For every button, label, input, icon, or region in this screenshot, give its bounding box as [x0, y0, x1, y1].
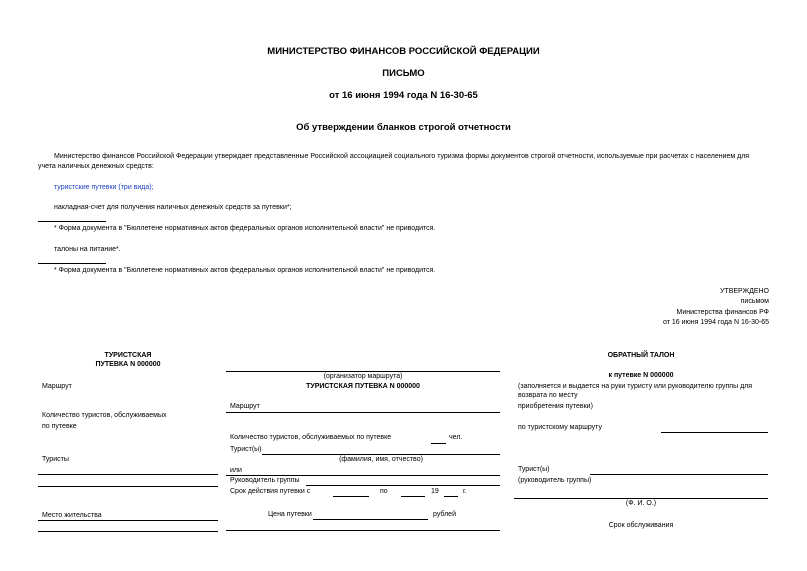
return-coupon-note-3: приобретения путевки)	[518, 403, 593, 410]
middle-validity-label: Срок действия путевки с	[230, 488, 311, 495]
middle-tourist-label: Турист(ы)	[230, 446, 262, 453]
return-fio-field[interactable]	[514, 498, 768, 499]
left-route-label: Маршрут	[42, 383, 72, 390]
tour-vouchers-link[interactable]: туристские путевки (три вида);	[54, 184, 154, 191]
left-residence-field-2[interactable]	[38, 531, 218, 532]
left-tourists-field[interactable]	[38, 474, 218, 475]
validity-year-prefix: 19	[431, 488, 439, 495]
left-residence-field[interactable]	[38, 520, 218, 521]
list-item-tour-vouchers[interactable]	[54, 184, 154, 191]
return-tour-route-label: по туристскому маршруту	[518, 424, 602, 431]
return-coupon-note-1: (заполняется и выдается на руки туристу или руководителю группы для	[518, 383, 753, 390]
middle-group-leader-label: Руководитель группы	[230, 477, 300, 484]
validity-to-field[interactable]	[401, 496, 425, 497]
return-coupon-number: к путевке N 000000	[608, 372, 674, 379]
intro-paragraph-line2: учета наличных денежных средств:	[38, 163, 154, 170]
intro-paragraph-line1: Министерство финансов Российской Федерации утверждает представленные Российской ассоциацией социального туризма формы документов строгой отчетности, используемые при расчетах с населением для	[54, 153, 750, 160]
left-count-label-1: Количество туристов, обслуживаемых	[42, 412, 167, 419]
left-voucher-title: ТУРИСТСКАЯ	[104, 352, 152, 359]
return-service-period-label: Срок обслуживания	[608, 522, 674, 529]
approval-date: от 16 июня 1994 года N 16-30-65	[663, 319, 769, 326]
middle-price-label: Цена путевки	[268, 511, 312, 518]
approval-ministry: Министерства финансов РФ	[676, 309, 769, 316]
organizer-caption: (организатор маршрута)	[323, 373, 403, 380]
left-voucher-number: ПУТЕВКА N 000000	[95, 361, 161, 368]
left-tourists-field-2[interactable]	[38, 486, 218, 487]
return-tourist-label: Турист(ы)	[518, 466, 550, 473]
return-group-leader-label: (руководитель группы)	[518, 477, 592, 484]
footnote-1: * Форма документа в "Бюллетене нормативных актов федеральных органов исполнительной власти" не приводится.	[54, 225, 436, 232]
middle-or-field[interactable]	[226, 475, 500, 476]
return-tourist-field[interactable]	[590, 474, 768, 475]
return-coupon-note-2: возврата по месту	[518, 392, 578, 399]
middle-bottom-field[interactable]	[226, 530, 500, 531]
validity-to-label: по	[380, 488, 388, 495]
middle-persons-unit: чел.	[449, 434, 463, 441]
list-item-invoice: накладная-счет для получения наличных денежных средств за путевки*;	[54, 204, 292, 211]
return-coupon-title: ОБРАТНЫЙ ТАЛОН	[607, 352, 675, 359]
footnote-2: * Форма документа в "Бюллетене нормативных актов федеральных органов исполнительной власти" не приводится.	[54, 267, 436, 274]
middle-count-label: Количество туристов, обслуживаемых по путевке	[230, 434, 392, 441]
middle-rubles-label: рублей	[433, 511, 456, 518]
middle-tourist-field[interactable]	[262, 454, 500, 455]
middle-group-leader-field[interactable]	[306, 485, 500, 486]
organizer-field[interactable]	[226, 371, 500, 372]
return-tour-route-field[interactable]	[661, 432, 768, 433]
footnote-divider	[38, 221, 106, 222]
validity-year-suffix: г.	[463, 488, 467, 495]
middle-fio-caption: (фамилия, имя, отчество)	[339, 456, 423, 463]
list-item-meal-coupons: талоны на питание*.	[54, 246, 121, 253]
left-tourists-label: Туристы	[42, 456, 69, 463]
document-type: ПИСЬМО	[382, 68, 425, 79]
middle-voucher-title: ТУРИСТСКАЯ ПУТЕВКА N 000000	[306, 383, 420, 390]
ministry-heading: МИНИСТЕРСТВО ФИНАНСОВ РОССИЙСКОЙ ФЕДЕРАЦИИ	[267, 46, 540, 57]
middle-or-label: или	[230, 467, 242, 474]
middle-count-field[interactable]	[431, 443, 446, 444]
middle-route-label: Маршрут	[230, 403, 260, 410]
approval-by-letter: письмом	[740, 298, 769, 305]
middle-route-field[interactable]	[226, 412, 500, 413]
left-count-label-2: по путевке	[42, 423, 77, 430]
document-date: от 16 июня 1994 года N 16-30-65	[329, 90, 478, 101]
return-fio-caption: (Ф. И. О.)	[625, 500, 657, 507]
validity-from-field[interactable]	[333, 496, 369, 497]
approval-approved: УТВЕРЖДЕНО	[719, 288, 769, 295]
left-residence-label: Место жительства	[42, 512, 102, 519]
middle-price-field[interactable]	[313, 519, 428, 520]
footnote-divider	[38, 263, 106, 264]
validity-year-field[interactable]	[444, 496, 458, 497]
document-title: Об утверждении бланков строгой отчетности	[296, 122, 511, 133]
